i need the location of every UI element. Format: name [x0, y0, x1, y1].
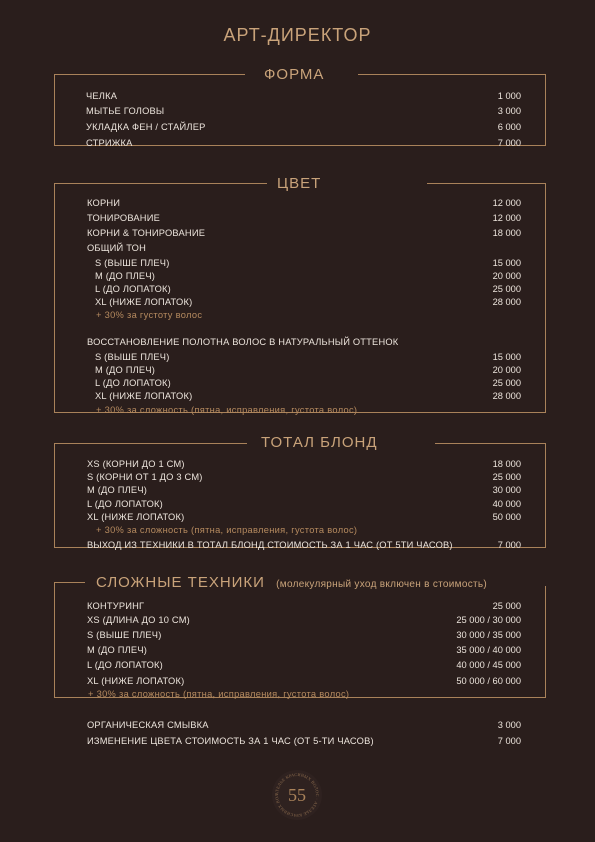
service-price: 18 000 — [492, 228, 521, 238]
page-title: АРТ-ДИРЕКТОР — [223, 25, 372, 45]
service-price: 18 000 — [492, 459, 521, 469]
service-name: S (ВЫШЕ ПЛЕЧ) — [87, 630, 162, 640]
service-name: L (ДО ЛОПАТОК) — [87, 499, 163, 509]
service-price: 40 000 / 45 000 — [456, 660, 521, 670]
service-name: M (ДО ПЛЕЧ) — [87, 485, 148, 495]
service-price: 25 000 — [492, 378, 521, 388]
service-name: M (ДО ПЛЕЧ) — [95, 271, 156, 281]
service-price: 30 000 — [492, 485, 521, 495]
service-price: 1 000 — [497, 91, 521, 101]
service-name: S (КОРНИ ОТ 1 ДО 3 СМ) — [87, 472, 203, 482]
service-price: 50 000 — [492, 512, 521, 522]
service-name: S (ВЫШЕ ПЛЕЧ) — [95, 352, 170, 362]
section-title-slozh — [96, 574, 487, 591]
service-price: 12 000 — [492, 213, 521, 223]
service-price: 20 000 — [492, 271, 521, 281]
extra-service-name: ИЗМЕНЕНИЕ ЦВЕТА СТОИМОСТЬ ЗА 1 ЧАС (ОТ 5-ТИ ЧАСОВ) — [87, 736, 374, 746]
service-price: 28 000 — [492, 297, 521, 307]
service-name: L (ДО ЛОПАТОК) — [95, 378, 171, 388]
surcharge-note: + 30% за сложность (пятна, исправления, густота волос) — [96, 525, 358, 535]
service-price: 40 000 — [492, 499, 521, 509]
service-price: 15 000 — [492, 258, 521, 268]
surcharge-note: + 30% за густоту волос — [96, 310, 203, 320]
service-name: L (ДО ЛОПАТОК) — [87, 660, 163, 670]
service-price: 6 000 — [497, 122, 521, 132]
service-name: СТРИЖКА — [86, 138, 133, 148]
section-title-blond: ТОТАЛ БЛОНД — [261, 434, 378, 451]
service-price: 7 000 — [497, 138, 521, 148]
logo-number: 55 — [288, 785, 306, 805]
service-name: XL (НИЖЕ ЛОПАТОК) — [95, 297, 193, 307]
service-name: XL (НИЖЕ ЛОПАТОК) — [87, 676, 185, 686]
service-name: ТОНИРОВАНИЕ — [87, 213, 161, 223]
logo-emblem-icon — [270, 768, 324, 822]
extra-service-price: 3 000 — [497, 720, 521, 730]
service-name: ВОССТАНОВЛЕНИЕ ПОЛОТНА ВОЛОС В НАТУРАЛЬНЫЙ ОТТЕНОК — [87, 337, 399, 347]
service-name: XS (ДЛИНА ДО 10 СМ) — [87, 615, 190, 625]
service-price: 12 000 — [492, 198, 521, 208]
service-name: XL (НИЖЕ ЛОПАТОК) — [95, 391, 193, 401]
service-name: КОРНИ & ТОНИРОВАНИЕ — [87, 228, 206, 238]
service-price: 25 000 — [492, 601, 521, 611]
service-price: 25 000 — [492, 284, 521, 294]
section-title-cvet: ЦВЕТ — [277, 175, 322, 192]
service-name: XL (НИЖЕ ЛОПАТОК) — [87, 512, 185, 522]
service-price: 20 000 — [492, 365, 521, 375]
section-title-slozh-text: СЛОЖНЫЕ ТЕХНИКИ — [96, 574, 265, 591]
salon-logo — [270, 768, 324, 822]
service-price: 30 000 / 35 000 — [456, 630, 521, 640]
service-name: M (ДО ПЛЕЧ) — [95, 365, 156, 375]
service-name: МЫТЬЕ ГОЛОВЫ — [86, 106, 165, 116]
section-note: (молекулярный уход включен в стоимость) — [276, 579, 488, 590]
service-name: ЧЕЛКА — [86, 91, 118, 101]
extra-service-name: ОРГАНИЧЕСКАЯ СМЫВКА — [87, 720, 209, 730]
logo-ring-text: АТЕЛЬЕ КРАСИВЫХ ВОЛОС · АТЕЛЬЕ КРАСИВЫХ ВОЛ — [273, 771, 321, 819]
service-name: ВЫХОД ИЗ ТЕХНИКИ В ТОТАЛ БЛОНД СТОИМОСТЬ ЗА 1 ЧАС (ОТ 5ТИ ЧАСОВ) — [87, 540, 453, 550]
service-name: XS (КОРНИ ДО 1 СМ) — [87, 459, 185, 469]
section-title-forma: ФОРМА — [264, 66, 325, 83]
service-price: 25 000 — [492, 472, 521, 482]
service-name: S (ВЫШЕ ПЛЕЧ) — [95, 258, 170, 268]
extra-service-price: 7 000 — [497, 736, 521, 746]
service-price: 28 000 — [492, 391, 521, 401]
service-name: ОБЩИЙ ТОН — [87, 243, 147, 253]
service-price: 15 000 — [492, 352, 521, 362]
service-name: КОНТУРИНГ — [87, 601, 145, 611]
service-price: 7 000 — [497, 540, 521, 550]
surcharge-note: + 30% за сложность (пятна, исправления, густота волос) — [88, 689, 350, 699]
service-price: 50 000 / 60 000 — [456, 676, 521, 686]
service-name: M (ДО ПЛЕЧ) — [87, 645, 148, 655]
service-name: КОРНИ — [87, 198, 121, 208]
service-name: L (ДО ЛОПАТОК) — [95, 284, 171, 294]
service-price: 35 000 / 40 000 — [456, 645, 521, 655]
service-name: УКЛАДКА ФЕН / СТАЙЛЕР — [86, 122, 206, 132]
service-price: 25 000 / 30 000 — [456, 615, 521, 625]
surcharge-note: + 30% за сложность (пятна, исправления, густота волос) — [96, 405, 358, 415]
service-price: 3 000 — [497, 106, 521, 116]
